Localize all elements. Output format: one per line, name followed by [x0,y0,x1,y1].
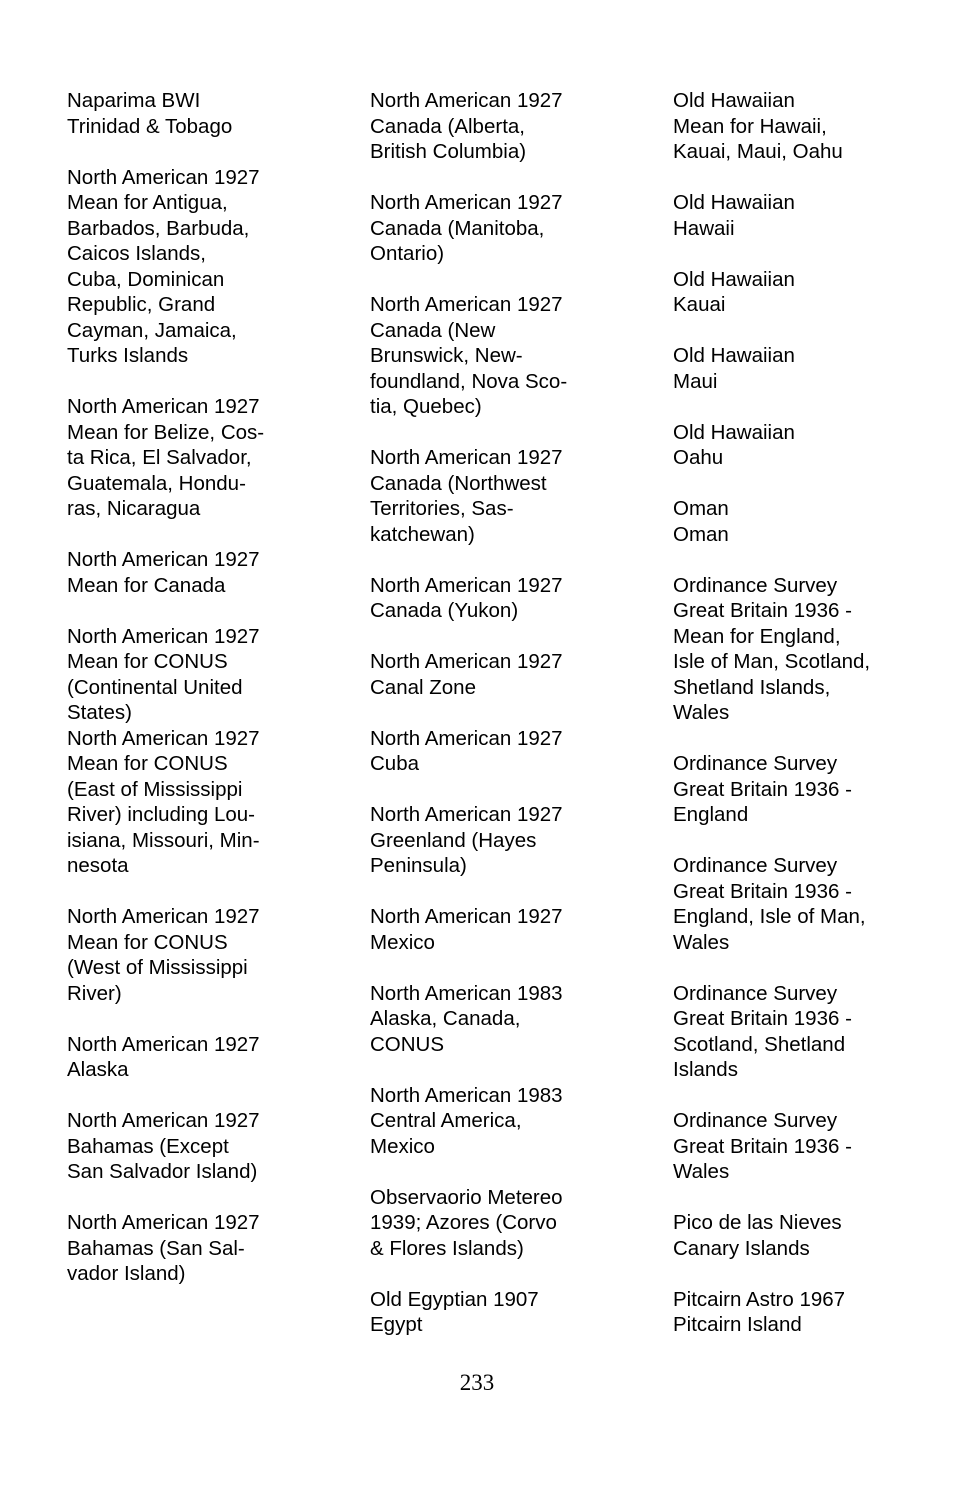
datum-area-line: Cuba [370,752,420,775]
datum-area-line: Isle of Man, Scotland, [673,650,871,673]
datum-area-line: Cayman, Jamaica, [67,318,237,342]
datum-entry [67,88,302,139]
datum-area-line: Territories, Sas- [370,497,514,520]
datum-area-line: Great Britain 1936 - [673,879,852,903]
datum-name: North American 1927 [370,446,563,469]
datum-entry [673,1287,913,1338]
datum-entry [67,1210,302,1287]
datum-area-line: foundland, Nova Sco- [370,369,568,393]
datum-area-line: Barbados, Barbuda, [67,216,250,240]
datum-name: Ordinance Survey [673,981,838,1005]
datum-entry [370,1287,605,1338]
datum-area-line: San Salvador Island) [67,1160,258,1183]
datum-entry [67,624,302,726]
datum-entry [673,1108,913,1185]
datum-area-line: Wales [673,1160,730,1183]
datum-area-line: Great Britain 1936 - [673,1007,852,1030]
datum-area-line: Peninsula) [370,854,467,877]
datum-area-line: Turks Islands [67,344,189,367]
datum-entry [673,573,913,726]
datum-area-line: Mexico [370,930,435,954]
datum-area-line: Maui [673,369,718,393]
datum-entry [370,190,605,267]
datum-name: North American 1927 [370,905,563,928]
datum-area-line: Egypt [370,1313,423,1336]
datum-area-line: ta Rica, El Salvador, [67,446,252,469]
datum-entry [370,1083,605,1160]
datum-entry [67,547,302,598]
datum-name: North American 1927 [370,803,563,826]
datum-name: Old Egyptian 1907 [370,1287,539,1311]
datum-area-line: Shetland Islands, [673,675,831,699]
datum-entry [370,88,605,165]
datum-name: Naparima BWI [67,89,201,112]
datum-area-line: Scotland, Shetland [673,1032,846,1056]
datum-area-line: Alaska, Canada, [370,1007,521,1030]
datum-name: North American 1983 [370,1083,563,1107]
datum-name: North American 1927 [67,1109,260,1132]
datum-area-line: Great Britain 1936 - [673,599,852,622]
datum-area-line: nesota [67,854,129,877]
datum-area-line: tia, Quebec) [370,395,482,418]
datum-entry [67,394,302,522]
column-right [673,88,913,1338]
datum-area-line: Mean for Belize, Cos- [67,420,265,444]
datum-area-line: Pitcairn Island [673,1313,802,1336]
datum-area-line: Mean for Canada [67,573,226,597]
datum-area-line: Kauai, Maui, Oahu [673,140,843,163]
datum-name: North American 1927 [370,726,563,750]
datum-area-line: (East of Mississippi [67,777,243,801]
datum-area-line: Republic, Grand [67,293,216,316]
datum-name: Old Hawaiian [673,344,795,367]
datum-entry [370,904,605,955]
datum-area-line: Canary Islands [673,1236,810,1260]
datum-entry [673,343,913,394]
datum-area-line: England, Isle of Man, [673,905,866,928]
datum-area-line: Mexico [370,1134,435,1158]
datum-name: North American 1927 [370,293,563,316]
datum-area-line: Great Britain 1936 - [673,1134,852,1158]
page-number: 233 [459,1370,495,1395]
datum-area-line: Mean for CONUS [67,752,228,775]
datum-entry [370,573,605,624]
datum-area-line: River) including Lou- [67,803,256,826]
datum-area-line: Canada (Manitoba, [370,216,545,240]
column-middle [370,88,605,1338]
datum-area-line: Oahu [673,446,724,469]
datum-area-line: katchewan) [370,522,475,546]
datum-entry [673,190,913,241]
datum-name: Old Hawaiian [673,89,795,112]
datum-area-line: England [673,803,749,826]
datum-area-line: isiana, Missouri, Min- [67,828,260,852]
datum-name: North American 1983 [370,981,563,1005]
datum-area-line: Canada (Yukon) [370,599,519,622]
datum-entry [370,981,605,1058]
datum-name: Ordinance Survey [673,854,838,877]
datum-entry [67,726,302,879]
datum-name: Pitcairn Astro 1967 [673,1287,846,1311]
datum-area-line: Central America, [370,1109,522,1132]
datum-name: North American 1927 [370,191,563,214]
datum-name: Ordinance Survey [673,573,838,597]
datum-entry [370,649,605,700]
datum-area-line: Hawaii [673,216,735,240]
datum-name: North American 1927 [67,624,260,648]
datum-area-line: Bahamas (San Sal- [67,1236,245,1260]
datum-area-line: Mean for England, [673,624,841,648]
datum-entry [673,853,913,955]
datum-area-line: Alaska [67,1058,129,1081]
datum-entry [673,267,913,318]
datum-area-line: Canada (New [370,318,496,342]
datum-area-line: Mean for CONUS [67,650,228,673]
datum-area-line: Kauai [673,293,726,316]
datum-entry [67,1108,302,1185]
datum-area-line: Mean for CONUS [67,930,228,954]
datum-area-line: Wales [673,930,730,954]
datum-name: Old Hawaiian [673,420,795,444]
datum-name: North American 1927 [370,573,563,597]
datum-area-line: (Continental United [67,675,243,699]
datum-area-line: Bahamas (Except [67,1134,229,1158]
datum-area-line: Greenland (Hayes [370,828,537,852]
datum-name: North American 1927 [370,650,563,673]
datum-entry [370,1185,605,1262]
datum-name: North American 1927 [67,548,260,571]
datum-entry [673,420,913,471]
datum-area-line: Trinidad & Tobago [67,114,233,138]
datum-area-line: Mean for Hawaii, [673,114,827,138]
datum-area-line: Great Britain 1936 - [673,777,852,801]
datum-name: North American 1927 [67,1211,260,1234]
datum-area-line: River) [67,981,122,1005]
datum-name: Old Hawaiian [673,267,795,291]
datum-area-line: Ontario) [370,242,445,265]
datum-area-line: 1939; Azores (Corvo [370,1211,557,1234]
datum-entry [673,751,913,828]
datum-name: North American 1927 [370,89,563,112]
datum-name: North American 1927 [67,165,260,189]
datum-area-line: Canada (Northwest [370,471,547,495]
datum-area-line: CONUS [370,1032,445,1056]
datum-entry [673,496,913,547]
datum-entry [67,904,302,1006]
datum-area-line: British Columbia) [370,140,527,163]
datum-area-line: Guatemala, Hondu- [67,471,246,495]
datum-area-line: ras, Nicaragua [67,497,201,520]
datum-name: Old Hawaiian [673,191,795,214]
datum-name: North American 1927 [67,905,260,928]
datum-name: Pico de las Nieves [673,1211,842,1234]
datum-area-line: & Flores Islands) [370,1236,524,1260]
datum-name: Oman [673,497,729,520]
datum-entry [370,292,605,420]
datum-entry [673,981,913,1083]
datum-area-line: Caicos Islands, [67,242,207,265]
datum-name: North American 1927 [67,395,260,418]
datum-area-line: Cuba, Dominican [67,267,225,291]
datum-area-line: Canal Zone [370,675,476,699]
datum-name: Observaorio Metereo [370,1185,563,1209]
datum-entry [673,88,913,165]
datum-entry [67,165,302,369]
datum-entry [673,1210,913,1261]
datum-entry [370,445,605,547]
datum-name: North American 1927 [67,1032,260,1056]
datum-entry [370,726,605,777]
datum-area-line: Mean for Antigua, [67,191,228,214]
datum-entry [370,802,605,879]
datum-entry [67,1032,302,1083]
datum-area-line: vador Island) [67,1262,186,1285]
datum-name: North American 1927 [67,726,260,750]
datum-area-line: (West of Mississippi [67,956,248,979]
datum-area-line: States) [67,701,132,724]
datum-name: Ordinance Survey [673,752,838,775]
datum-area-line: Wales [673,701,730,724]
datum-area-line: Brunswick, New- [370,344,523,367]
datum-area-line: Canada (Alberta, [370,114,525,138]
column-left [67,88,302,1287]
datum-area-line: Oman [673,522,729,546]
datum-name: Ordinance Survey [673,1109,838,1132]
datum-area-line: Islands [673,1058,738,1081]
